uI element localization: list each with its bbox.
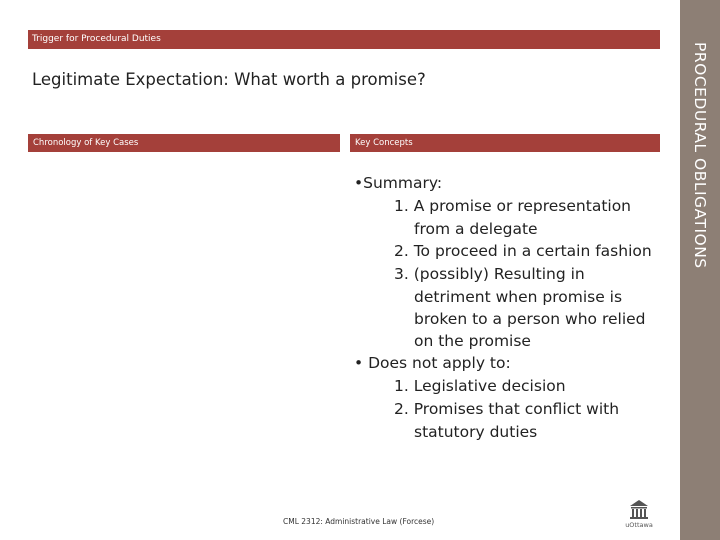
list-item: 3. (possibly) Resulting in [394, 265, 585, 283]
uottawa-logo [622, 494, 656, 530]
left-column-header: Chronology of Key Cases [28, 134, 340, 152]
list-item-continued: detriment when promise is [414, 288, 623, 306]
list-item: 1. A promise or representation [394, 197, 632, 215]
slide-title: Legitimate Expectation: What worth a promise? [32, 70, 426, 89]
list-item: 2. Promises that conflict with [394, 400, 620, 418]
side-title [680, 0, 720, 310]
list-item: 2. To proceed in a certain fashion [394, 242, 652, 260]
list-item-continued: broken to a person who relied [414, 310, 646, 328]
side-title-text: PROCEDURAL OBLIGATIONS [691, 41, 709, 269]
list-item-continued: from a delegate [414, 220, 538, 238]
list-item-continued: statutory duties [414, 423, 538, 441]
footer-course: CML 2312: Administrative Law (Forcese) [283, 517, 435, 526]
does-not-apply-bullet: • Does not apply to: [354, 354, 511, 372]
key-concepts-content [354, 172, 674, 443]
summary-bullet: •Summary: [354, 174, 443, 192]
top-bar: Trigger for Procedural Duties [28, 30, 660, 49]
list-item: 1. Legislative decision [394, 377, 566, 395]
logo-text: uOttawa [625, 521, 653, 529]
right-column-header: Key Concepts [350, 134, 660, 152]
list-item-continued: on the promise [414, 332, 531, 350]
